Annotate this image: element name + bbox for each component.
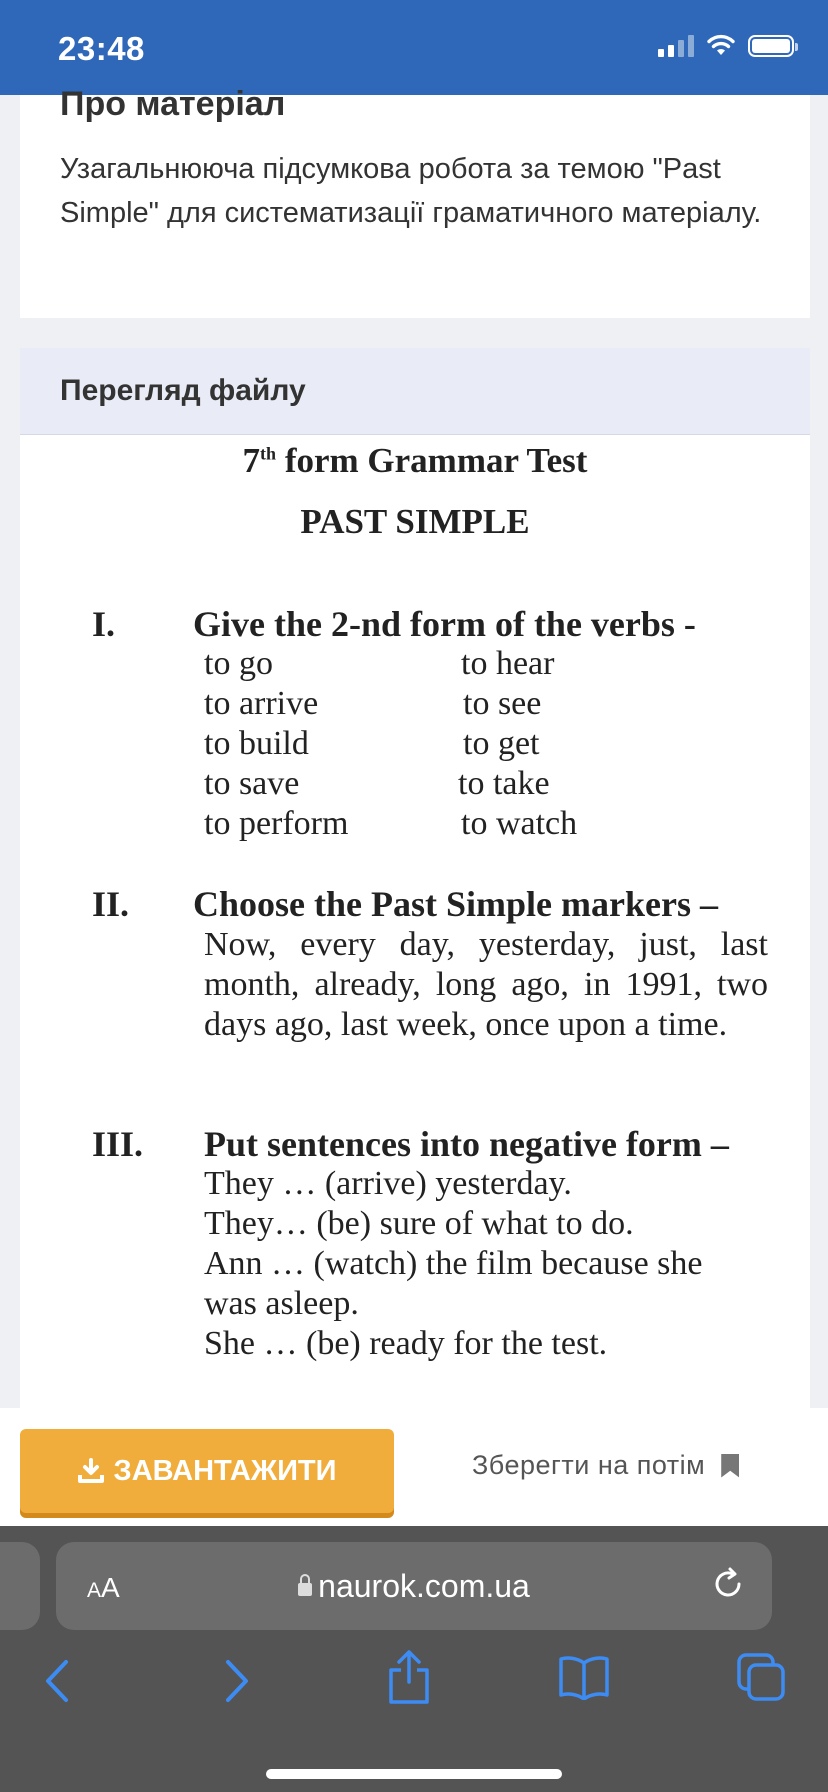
browser-toolbar: [0, 1526, 828, 1792]
doc-subtitle: PAST SIMPLE: [300, 502, 530, 541]
file-preview-header: [20, 348, 810, 435]
save-later-button[interactable]: [472, 1450, 739, 1481]
doc-title-num: 7: [242, 441, 261, 480]
q2-text: Now, every day, yesterday, just, last month, already, long ago, in 1991, two days ago, last week, once upon a time.: [204, 926, 768, 1043]
doc-title: [20, 441, 810, 481]
q3-number: III.: [92, 1124, 144, 1164]
url-display[interactable]: [56, 1568, 772, 1605]
q1-right-item: to watch: [461, 805, 578, 842]
q1-left-item: to perform: [204, 805, 349, 842]
about-title: Про матеріал: [60, 85, 286, 123]
save-later-label: Зберегти на потім: [472, 1450, 706, 1480]
q3-line: was asleep.: [204, 1285, 359, 1322]
status-icons: [658, 33, 794, 57]
q1-left-item: to build: [204, 725, 309, 762]
q1-left-item: to save: [204, 765, 300, 802]
q1-left-item: to go: [204, 645, 273, 682]
about-card: [20, 85, 810, 318]
reload-icon[interactable]: [710, 1566, 746, 1602]
battery-icon: [748, 35, 794, 57]
aa-large: A: [101, 1572, 120, 1603]
share-icon[interactable]: [386, 1648, 432, 1706]
q1-right-item: to take: [458, 765, 550, 802]
forward-icon[interactable]: [218, 1656, 254, 1706]
q3-line: They… (be) sure of what to do.: [204, 1205, 634, 1242]
download-button[interactable]: [20, 1429, 394, 1513]
back-icon[interactable]: [40, 1656, 76, 1706]
action-bar: [0, 1408, 828, 1526]
q1-title: Give the 2-nd form of the verbs -: [193, 604, 696, 644]
home-indicator: [266, 1769, 562, 1779]
q1-right-item: to see: [463, 685, 542, 722]
tabs-icon[interactable]: [736, 1652, 786, 1702]
url-text: naurok.com.ua: [318, 1568, 530, 1604]
q2-number: II.: [92, 884, 130, 924]
bookmark-icon: [721, 1454, 739, 1478]
doc-title-rest: form Grammar Test: [276, 441, 588, 480]
status-bar: [0, 0, 828, 95]
file-preview-card: [20, 348, 810, 1408]
q1-right-item: to hear: [461, 645, 555, 682]
previous-tab-stub[interactable]: [0, 1542, 40, 1630]
file-preview-title: Перегляд файлу: [60, 374, 306, 407]
about-description: Узагальнююча підсумкова робота за темою "Past Simple" для систематизації граматичного матеріалу.: [60, 153, 762, 229]
q3-title: Put sentences into negative form –: [204, 1124, 729, 1164]
signal-icon: [658, 33, 694, 57]
doc-title-sup: th: [260, 443, 277, 464]
q3-line: She … (be) ready for the test.: [204, 1325, 608, 1362]
address-bar[interactable]: [56, 1542, 772, 1630]
q2-title: Choose the Past Simple markers –: [193, 884, 718, 924]
q1-right-item: to get: [463, 725, 540, 762]
lock-icon: [298, 1583, 312, 1596]
q3-line: Ann … (watch) the film because she: [204, 1245, 703, 1282]
document-preview[interactable]: [20, 435, 810, 1400]
download-icon: [78, 1458, 104, 1484]
status-time: 23:48: [58, 30, 145, 67]
q3-line: They … (arrive) yesterday.: [204, 1165, 572, 1202]
wifi-icon: [706, 33, 736, 57]
aa-small: A: [87, 1579, 102, 1602]
bookmarks-icon[interactable]: [558, 1654, 610, 1700]
download-label: ЗАВАНТАЖИТИ: [113, 1454, 337, 1487]
q1-number: I.: [92, 604, 116, 644]
q1-left-item: to arrive: [204, 685, 319, 722]
